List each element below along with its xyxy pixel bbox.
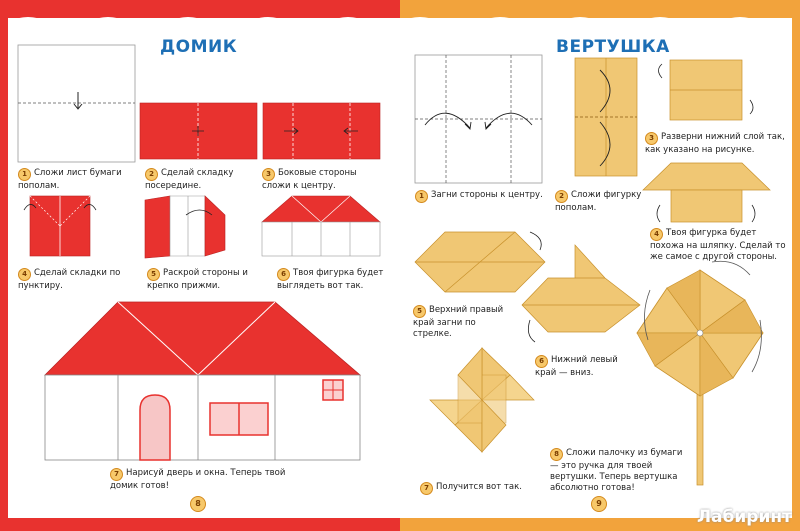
step6-roof: [262, 196, 380, 222]
pinwheel-step4-hat: [643, 163, 770, 190]
door: [140, 395, 170, 460]
left-page-number: 8: [190, 496, 206, 512]
right-step-4: 4 Твоя фигурка будет похожа на шляпку. Сделай то же самое с другой стороны.: [650, 228, 786, 262]
step3-paper: [263, 103, 380, 159]
right-step-1: 1 Загни стороны к центру.: [415, 190, 545, 203]
pinwheel-finished: [637, 270, 763, 396]
right-step-5: 5 Верхний правый край загни по стрелке.: [413, 305, 504, 339]
left-step-7: 7 Нарисуй дверь и окна. Теперь твой домик готов!: [110, 468, 286, 491]
right-step-2: 2 Сложи фигурку пополам.: [555, 190, 642, 213]
big-house-walls: [45, 375, 360, 460]
big-house-roof: [45, 302, 360, 375]
right-step-7: 7 Получится вот так.: [420, 482, 550, 495]
right-step-6: 6 Нижний левый край — вниз.: [535, 355, 618, 378]
left-page-title: ДОМИК: [160, 37, 238, 57]
wave-top-right: [400, 17, 792, 30]
left-step-6: 6 Твоя фигурка будет выглядеть вот так.: [277, 268, 384, 291]
watermark: Лабиринт: [696, 507, 792, 527]
left-step-3: 3 Боковые стороны сложи к центру.: [262, 168, 357, 191]
left-step-5: 5 Раскрой стороны и крепко прижми.: [147, 268, 248, 291]
left-step-2: 2 Сделай складку посередине.: [145, 168, 234, 191]
pinwheel-result: [430, 348, 534, 452]
right-page-title: ВЕРТУШКА: [556, 37, 670, 57]
right-page-number: 9: [591, 496, 607, 512]
left-step-4: 4 Сделай складки по пунктиру.: [18, 268, 121, 291]
step1-paper: [18, 45, 135, 162]
right-step-3: 3 Разверни нижний слой так, как указано на рисунке.: [645, 132, 785, 155]
right-step-8: 8 Сложи палочку из бумаги — это ручка для твоей вертушки. Теперь вертушка абсолютно готова!: [550, 448, 683, 493]
wave-top-left: [8, 17, 400, 30]
left-step-1: 1 Сложи лист бумаги пополам.: [18, 168, 122, 191]
